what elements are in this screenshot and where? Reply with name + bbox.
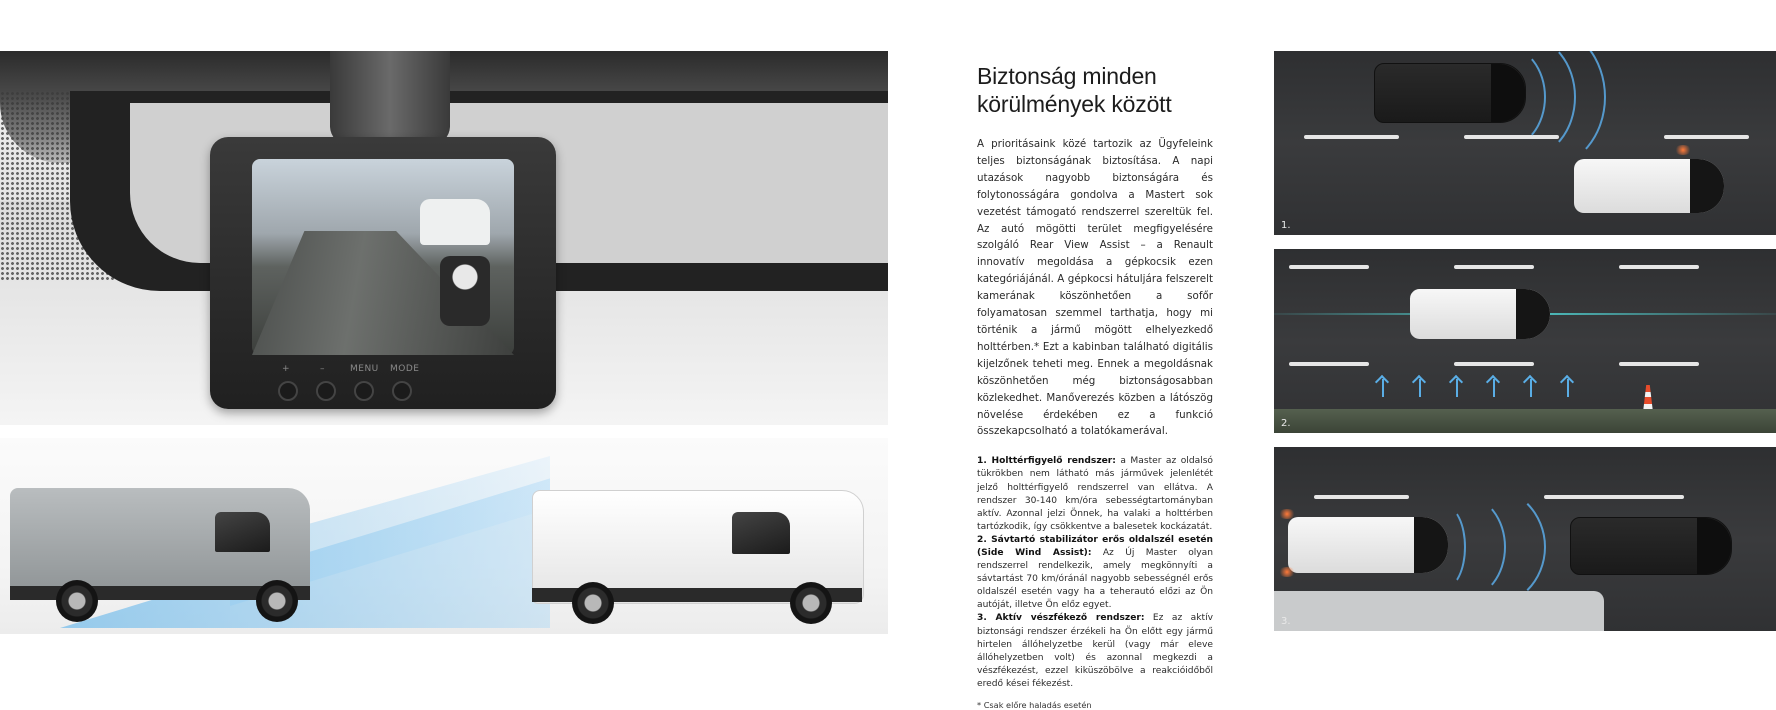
feature-emergency-braking [977, 612, 1213, 691]
white-van-cab [1516, 289, 1550, 339]
feature-side-wind-assist [977, 534, 1213, 613]
wind-arrow-icon [1456, 379, 1458, 397]
screen-van [420, 199, 490, 245]
grey-van [10, 488, 310, 628]
monitor-mode-button [392, 381, 412, 401]
lane-marking [1619, 265, 1699, 269]
grey-van-rear-wheel [56, 580, 98, 622]
rear-view-monitor-photo [0, 51, 888, 425]
white-van-window [732, 512, 790, 554]
vans-side-view-photo [0, 438, 888, 634]
white-van-top [1574, 159, 1724, 213]
lane-marking [1664, 135, 1749, 139]
lane-marking [1454, 265, 1534, 269]
footnote: * Csak előre haladás esetén [977, 700, 1092, 710]
wind-arrow-icon [1493, 379, 1495, 397]
monitor-button-label-mode: MODE [390, 364, 420, 374]
panel-number: 2. [1281, 418, 1291, 429]
monitor-menu-button [354, 381, 374, 401]
white-van [532, 490, 862, 630]
white-van-cab [1690, 159, 1724, 213]
lane-marking [1289, 362, 1369, 366]
feature-heading: 1. Holttérfigyelő rendszer: [977, 456, 1116, 467]
brake-light [1278, 509, 1296, 519]
feature-text: Ez az aktív biztonsági rendszer érzékeli ha Ön előtt egy jármű hirtelen állóhelyzetbe kerül (vagy már eleve állóhelyzetben volt) és azonnal megkezdi a vészfékezést, ezzel kiküszöbölve a reakcióidőből eredő kései fékezést. [977, 613, 1213, 689]
monitor-button-label-minus: – [320, 364, 325, 374]
lane-marking [1544, 495, 1684, 499]
screen-motorcycle [440, 256, 490, 326]
feature-text: a Master az oldalsó tükrökben nem látható más járművek jelenlétét jelző holttérfigyelő rendszerrel van ellátva. A rendszer 30-140 km/óra sebességtartományban aktív. Azonnal jelzi Önnek, ha valaki a holttérben tartózkodik, így csökkentve a balesetek kockázatát. [977, 456, 1213, 532]
white-van-top [1410, 289, 1550, 339]
lane-marking [1454, 362, 1534, 366]
panel-number: 3. [1281, 616, 1291, 627]
monitor-mount [330, 51, 450, 146]
dark-van-cab [1697, 518, 1731, 574]
monitor-button-label-menu: MENU [350, 364, 379, 374]
feature-text: Az Új Master olyan rendszerrel rendelkezik, amely megkönnyíti a sávtartást 70 km/óránál nagyobb sebességnél erős oldalszél esetén vagy ha a teherautó előzi az Ön autóját, illetve Ön előz egyet. [977, 547, 1213, 611]
white-van-rear-wheel [572, 582, 614, 624]
sidewalk [1274, 591, 1604, 631]
wind-arrow-icon [1382, 379, 1384, 397]
monitor-plus-button [278, 381, 298, 401]
blind-spot-illustration [1274, 51, 1776, 235]
wind-arrow-icon [1530, 379, 1532, 397]
intro-paragraph: A prioritásaink közé tartozik az Ügyfeleink teljes biztonságának biztosítása. A napi utazások nagyobb biztonságára és folytonosságára gondolva a Mastert sok vezetést támogató rendszerrel szereltük fel. Az autó mögötti terület megfigyelésére szolgáló Rear View Assist – a Renault innovatív megoldása a gépkocsik ezen kategóriájánál. A gépkocsi hátuljára felszerelt kamerának köszönhetően a sofőr folyamatosan szemmel tarthatja, hogy mi történik a jármű mögött elhelyezkedő holttérben.* Ezt a kabinban található digitális kijelzőnek teheti meg. Ennek a megoldásnak köszönhetően még biztonságosabban közlekedhet. Manőverezés közben a látószög növelése érdekében ez a funkció összekapcsolható a tolatókamerával. [977, 138, 1213, 438]
dark-van [1570, 517, 1732, 575]
wind-arrow-icon [1567, 379, 1569, 397]
wind-arrow-icon [1419, 379, 1421, 397]
lane-marking [1289, 265, 1369, 269]
lane-marking [1314, 495, 1409, 499]
feature-list [977, 455, 1213, 691]
lane-keeping-illustration [1274, 249, 1776, 433]
monitor-minus-button [316, 381, 336, 401]
text-column [977, 62, 1213, 710]
page-title: Biztonság minden körülmények között [977, 63, 1172, 117]
roadside-grass [1274, 409, 1776, 433]
panel-number: 1. [1281, 220, 1291, 231]
grey-van-front-wheel [256, 580, 298, 622]
feature-heading: 3. Aktív vészfékező rendszer: [977, 613, 1145, 624]
brake-light [1278, 567, 1296, 577]
feature-heading: 2. Sávtartó stabilizátor erős oldalszél esetén (Side Wind Assist): [977, 534, 1213, 558]
feature-blind-spot [977, 455, 1213, 534]
emergency-braking-illustration [1274, 447, 1776, 631]
grey-van-window [215, 512, 270, 552]
warning-light [1674, 145, 1692, 155]
lane-marking [1304, 135, 1399, 139]
white-van-front-wheel [790, 582, 832, 624]
monitor-button-label-plus: + [282, 364, 291, 374]
lane-marking [1619, 362, 1699, 366]
